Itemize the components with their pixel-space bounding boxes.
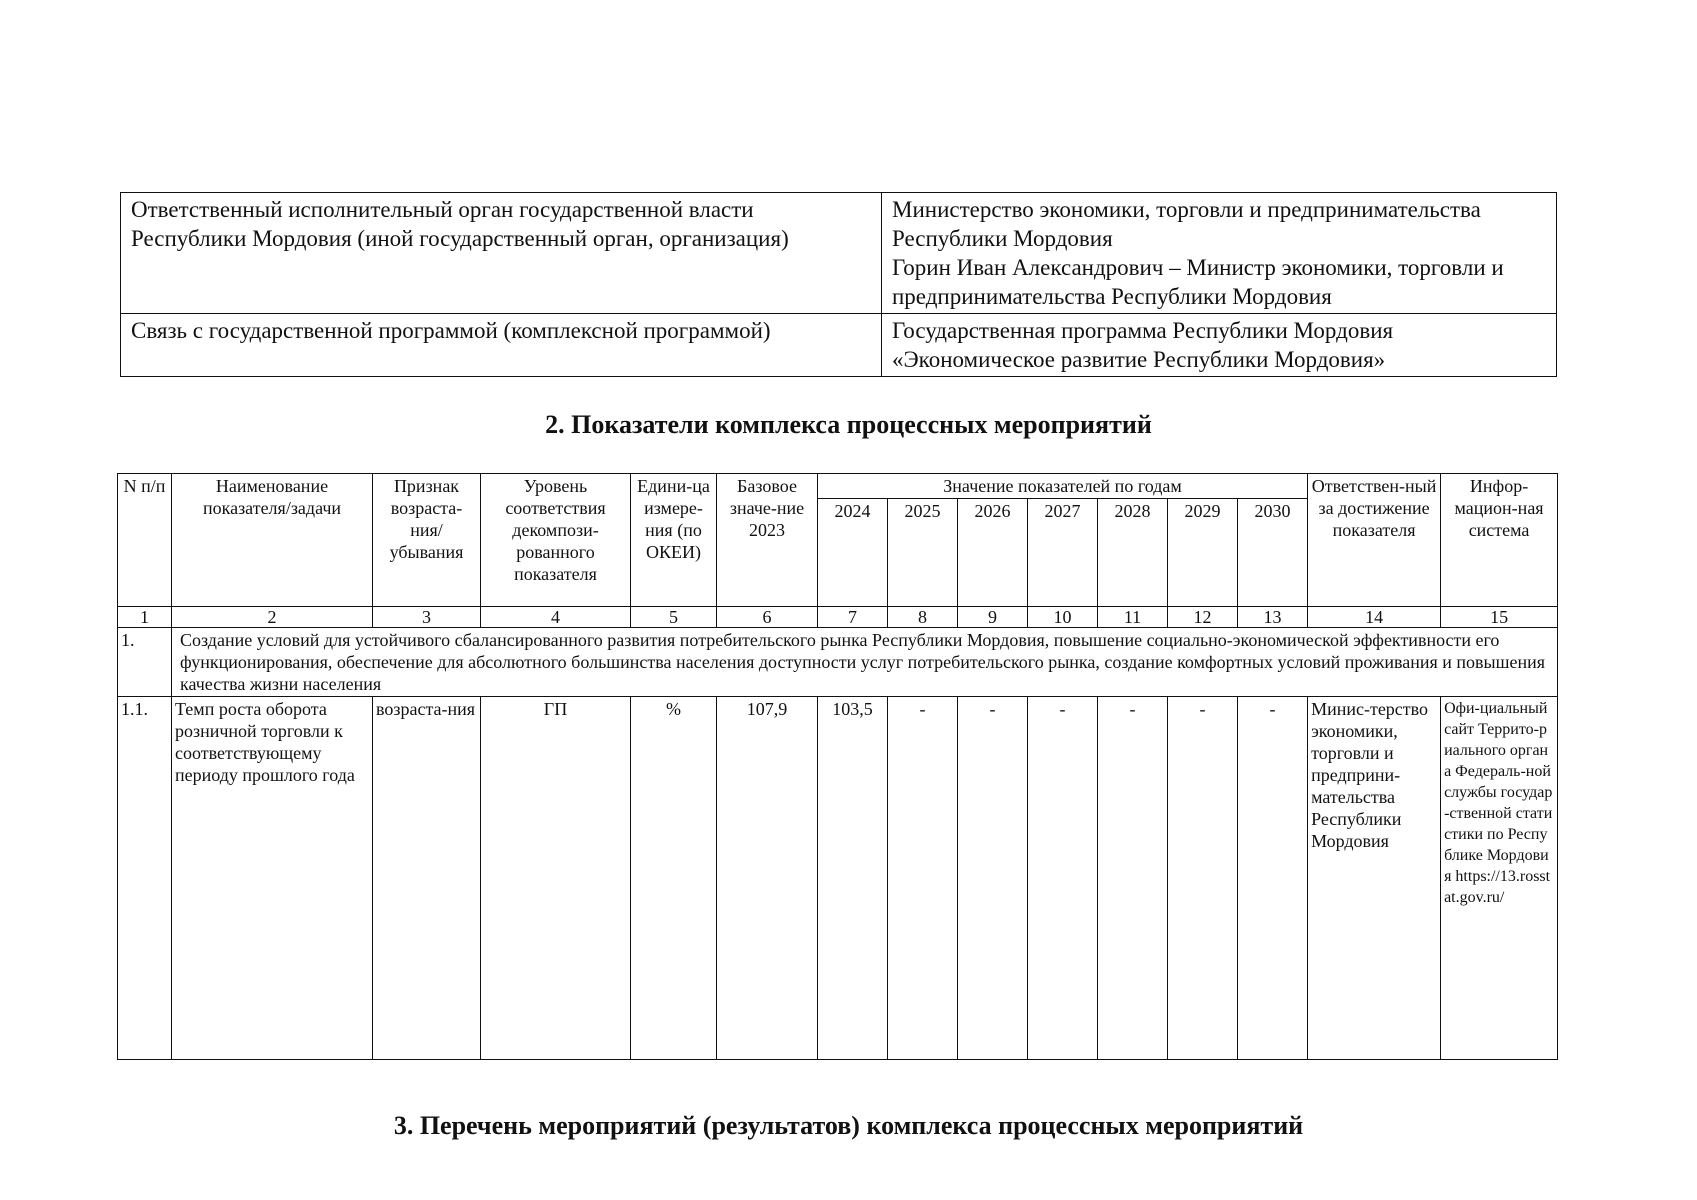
column-number: 3 [373, 607, 481, 628]
indicator-row [118, 697, 1558, 1060]
header-base: Базовое значе-ние 2023 [717, 474, 818, 607]
header-name: Наименование показателя/задачи [172, 474, 373, 607]
indicator-sign: возраста-ния [373, 697, 481, 1060]
info-value-minister: Горин Иван Александрович – Министр экономики, торговли и предпринимательства Республики Мордовия [892, 255, 1504, 309]
indicator-infosystem: Офи-циальный сайт Террито-риального органа Федераль-ной службы государ-ственной статистики по Республике Мордовия https://13.rosstat.gov.ru/ [1441, 697, 1558, 1060]
indicator-unit: % [631, 697, 717, 1060]
column-number: 1 [118, 607, 172, 628]
info-value-responsible [882, 193, 1557, 314]
indicator-name: Темп роста оборота розничной торговли к соответствующему периоду прошлого года [172, 697, 373, 1060]
header-sign: Признак возраста-ния/ убывания [373, 474, 481, 607]
header-level: Уровень соответствия декомпози-рованного показателя [481, 474, 631, 607]
task-num: 1. [118, 628, 172, 697]
indicator-responsible: Минис-терство экономики, торговли и предприни-мательства Республики Мордовия [1308, 697, 1441, 1060]
indicator-value: - [958, 697, 1028, 1060]
header-year: 2029 [1168, 499, 1238, 607]
header-year: 2026 [958, 499, 1028, 607]
column-number: 14 [1308, 607, 1441, 628]
info-label-program: Связь с государственной программой (комплексной программой) [121, 314, 882, 377]
column-number: 11 [1098, 607, 1168, 628]
indicator-value: - [1098, 697, 1168, 1060]
header-years-group: Значение показателей по годам [818, 474, 1308, 499]
info-table [120, 192, 1557, 377]
column-number: 13 [1238, 607, 1308, 628]
header-year: 2025 [888, 499, 958, 607]
column-number: 9 [958, 607, 1028, 628]
header-unit: Едини-ца измере-ния (по ОКЕИ) [631, 474, 717, 607]
column-number: 7 [818, 607, 888, 628]
info-label-responsible: Ответственный исполнительный орган государственной власти Республики Мордовия (иной государственный орган, организация) [121, 193, 882, 314]
indicator-value: - [1168, 697, 1238, 1060]
info-value-ministry: Министерство экономики, торговли и предпринимательства Республики Мордовия [892, 197, 1481, 251]
column-number: 2 [172, 607, 373, 628]
column-number: 10 [1028, 607, 1098, 628]
header-year: 2028 [1098, 499, 1168, 607]
indicator-value: 103,5 [818, 697, 888, 1060]
column-numbers-row [118, 607, 1558, 628]
header-row-1 [118, 474, 1558, 499]
header-year: 2024 [818, 499, 888, 607]
header-responsible: Ответствен-ный за достижение показателя [1308, 474, 1441, 607]
info-row-program [121, 314, 1557, 377]
indicator-value: - [888, 697, 958, 1060]
section-2-title: 2. Показатели комплекса процессных мероприятий [545, 410, 1152, 439]
indicator-num: 1.1. [118, 697, 172, 1060]
header-year: 2030 [1238, 499, 1308, 607]
task-row [118, 628, 1558, 697]
header-infosystem: Инфор-мацион-ная система [1441, 474, 1558, 607]
info-row-responsible [121, 193, 1557, 314]
section-3-title: 3. Перечень мероприятий (результатов) комплекса процессных мероприятий [393, 1111, 1304, 1140]
column-number: 6 [717, 607, 818, 628]
header-num: N п/п [118, 474, 172, 607]
indicator-level: ГП [481, 697, 631, 1060]
column-number: 5 [631, 607, 717, 628]
column-number: 4 [481, 607, 631, 628]
indicators-table [117, 473, 1558, 1060]
column-number: 15 [1441, 607, 1558, 628]
header-year: 2027 [1028, 499, 1098, 607]
task-text: Создание условий для устойчивого сбалансированного развития потребительского рынка Республики Мордовия, повышение социально-экономической эффективности его функционирования, обеспечение для абсолютного большинства населения доступности услуг потребительского рынка, создание комфортных условий проживания и повышения качества жизни населения [172, 628, 1558, 697]
indicator-value: - [1238, 697, 1308, 1060]
info-value-program: Государственная программа Республики Мордовия «Экономическое развитие Республики Мордовия» [882, 314, 1557, 377]
indicator-base: 107,9 [717, 697, 818, 1060]
column-number: 12 [1168, 607, 1238, 628]
column-number: 8 [888, 607, 958, 628]
indicator-value: - [1028, 697, 1098, 1060]
